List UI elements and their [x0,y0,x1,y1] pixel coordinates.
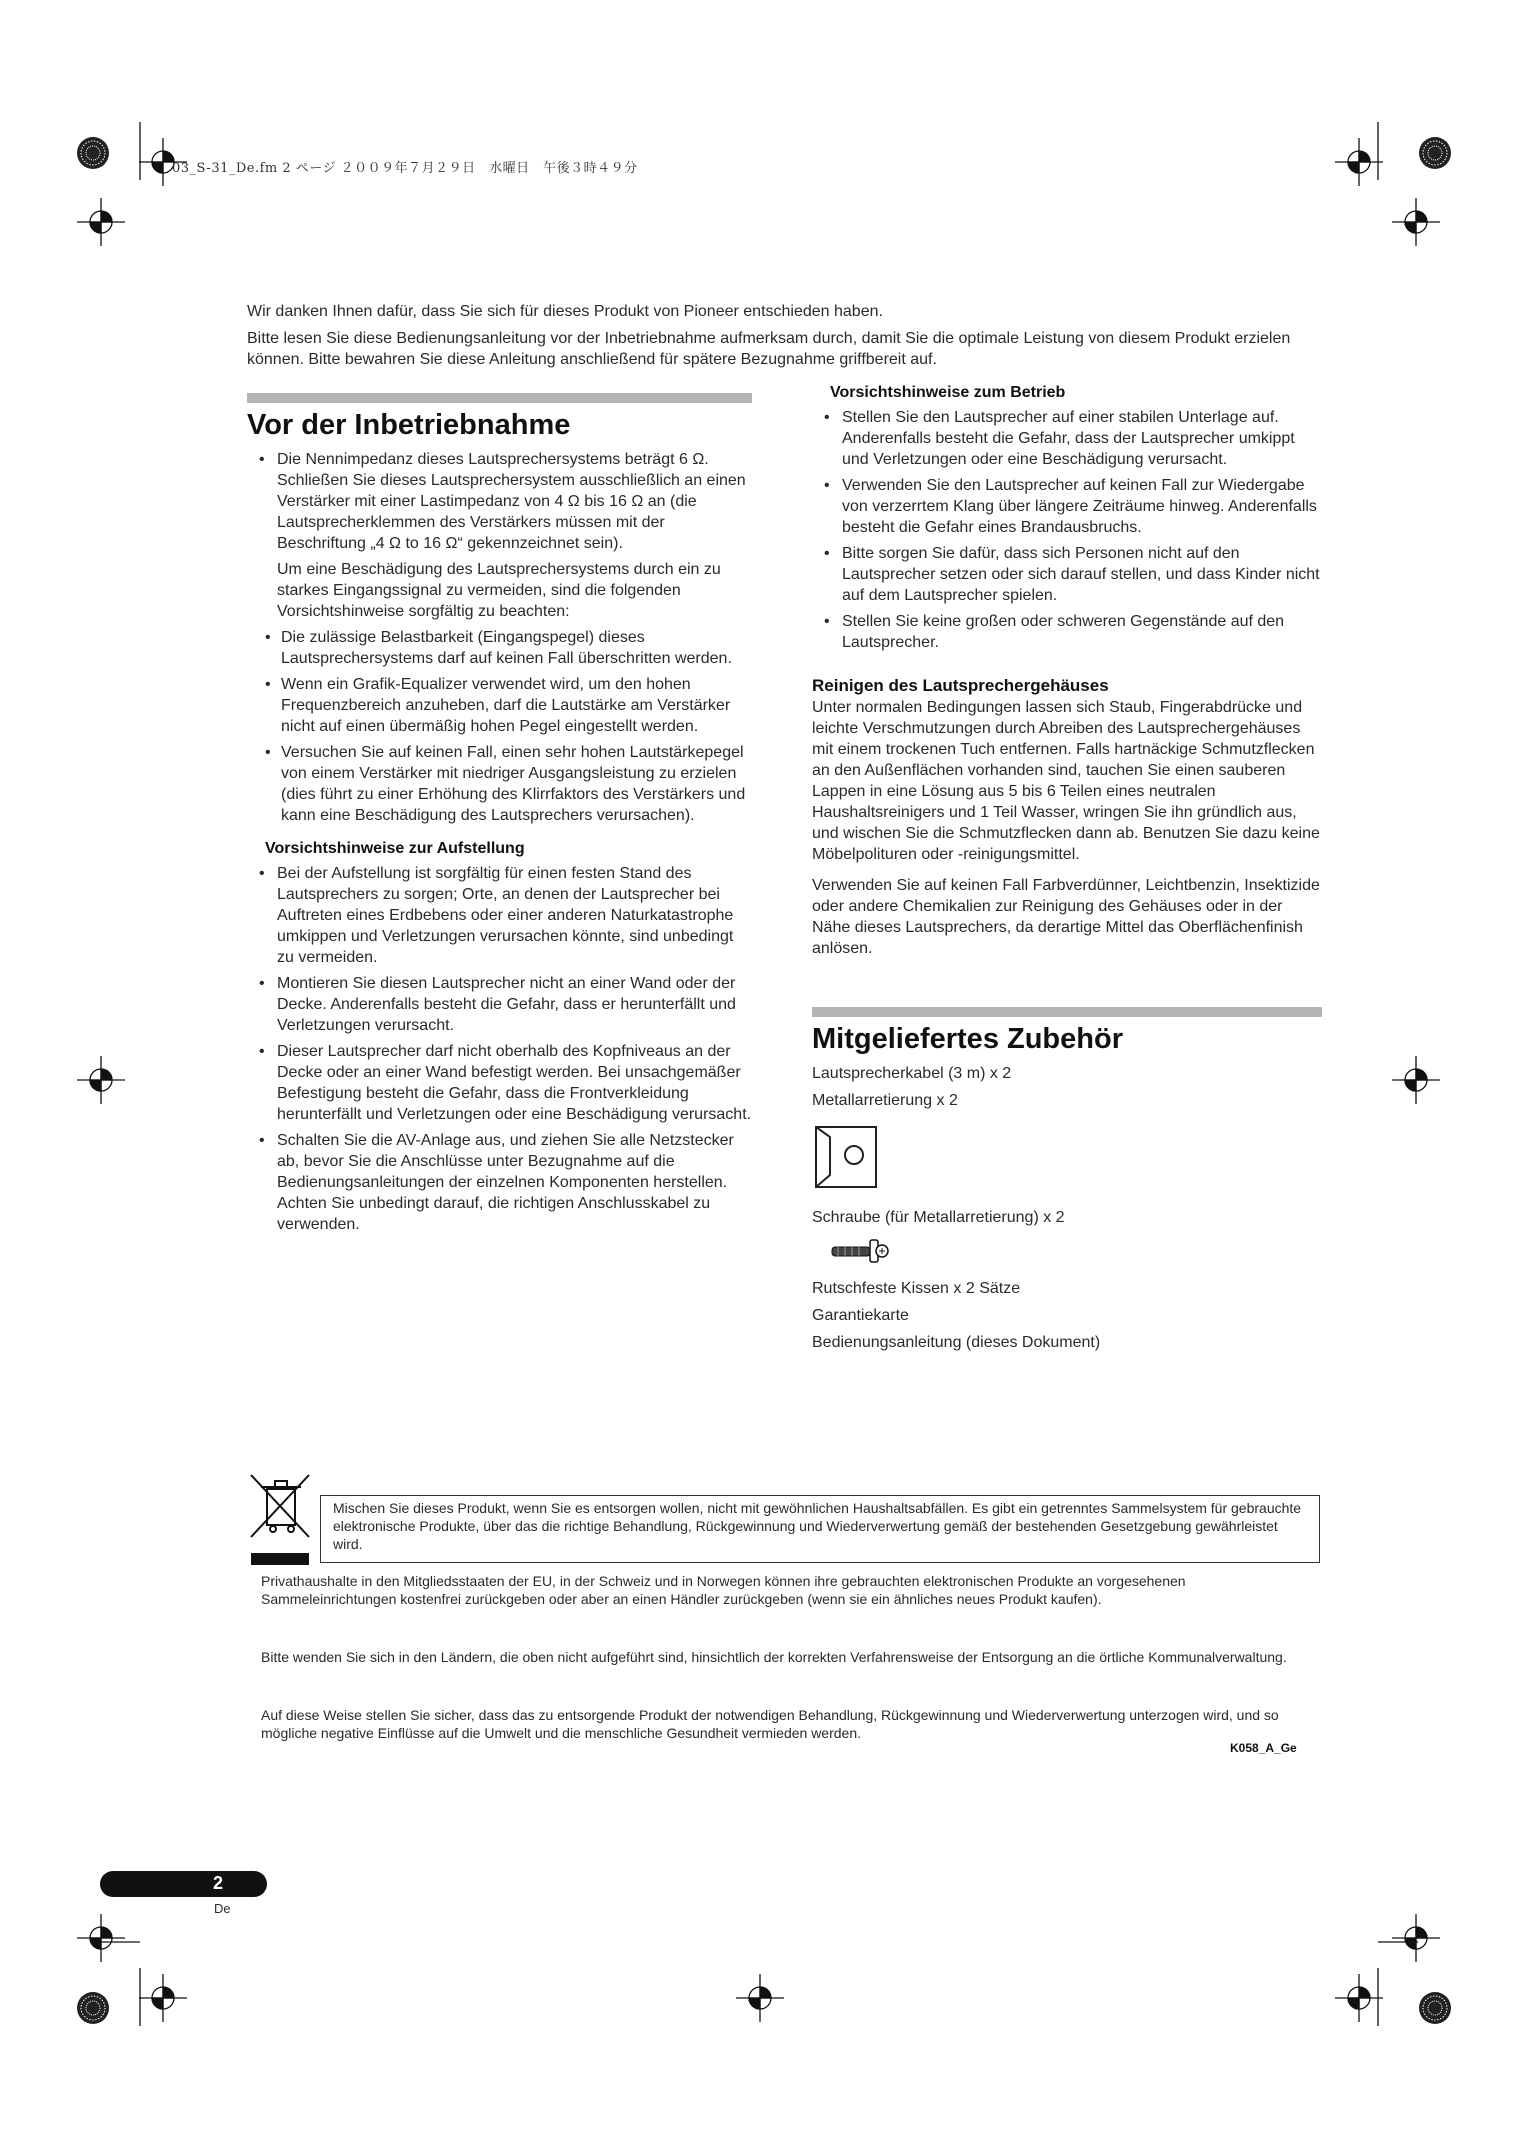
accessory-item: Bedienungsanleitung (dieses Dokument) [812,1334,1101,1351]
section-bar [247,393,752,403]
weee-notice-box: Mischen Sie dieses Produkt, wenn Sie es entsorgen wollen, nicht mit gewöhnlichen Haushaltsabfällen. Es gibt ein getrenntes Sammelsystem für gebrauchte elektronische Produkte, über das die richtige Behandlung, Rückgewinnung und Wiederverwertung gemäß der bestehenden Gesetzgebung gewährleistet wird. [320,1495,1320,1563]
list-item: • Stellen Sie keine großen oder schweren Gegenstände auf den Lautsprecher. [812,611,1322,653]
subheading-setup: Vorsichtshinweise zur Aufstellung [265,840,525,857]
print-header: 03_S-31_De.fm 2 ページ ２００９年７月２９日 水曜日 午後３時４９分 [172,161,638,176]
registration-target-icon [1392,1914,1440,1962]
page-number: 2 [213,1873,224,1893]
intro-thanks: Wir danken Ihnen dafür, dass Sie sich für dieses Produkt von Pioneer entschieden haben. [247,303,883,320]
list-item: • Die Nennimpedanz dieses Lautsprechersystems beträgt 6 Ω. Schließen Sie dieses Lautsprechersystem ausschließlich an einen Verstärker mit einer Lastimpedanz von 4 Ω bis 16 Ω an (die Lautsprecherklemmen des Verstärkers müssen mit der Beschriftung „4 Ω to 16 Ω“ gekennzeichnet sein). [247,449,752,554]
list-item: • Stellen Sie den Lautsprecher auf einer stabilen Unterlage auf. Anderenfalls besteht die Gefahr, dass der Lautsprecher umkippt und Verletzungen oder eine Beschädigung verursacht. [812,407,1322,470]
registration-target-icon [77,1056,125,1104]
left-column [247,393,752,1240]
registration-wheel-icon [1419,1992,1451,2024]
registration-target-icon [77,1914,125,1962]
list-item: • Schalten Sie die AV-Anlage aus, und ziehen Sie alle Netzstecker ab, bevor Sie die Anschlüsse unter Bezugnahme auf die Bedienungsanleitungen der einzelnen Komponenten herstellen. Achten Sie unbedingt darauf, die richtigen Anschlusskabel zu verwenden. [247,1130,752,1235]
page-number-badge [100,1871,267,1897]
document-code: K058_A_Ge [1230,1741,1297,1755]
right-column [812,382,1322,1359]
accessory-item: Garantiekarte [812,1307,909,1324]
registration-target-icon [1335,138,1383,186]
registration-target-icon [1392,1056,1440,1104]
list-item: • Die zulässige Belastbarkeit (Eingangspegel) dieses Lautsprechersystems darf auf keinen Fall überschritten werden. [247,627,752,669]
language-code: De [214,1901,231,1916]
list-item: • Versuchen Sie auf keinen Fall, einen sehr hohen Lautstärkepegel von einem Verstärker mit niedriger Ausgangsleistung zu erzielen (dies führt zu einer Erhöhung des Klirrfaktors des Verstärkers und kann eine Beschädigung des Lautsprechers verursachen). [247,742,752,826]
list-item: • Wenn ein Grafik-Equalizer verwendet wird, um den hohen Frequenzbereich anzuheben, darf die Lautstärke am Verstärker nicht auf einen übermäßig hohen Pegel eingestellt werden. [247,674,752,737]
paragraph: Verwenden Sie auf keinen Fall Farbverdünner, Leichtbenzin, Insektizide oder andere Chemikalien zur Reinigung des Gehäuses oder in der Nähe dieses Lautsprechers, da derartige Mittel das Oberflächenfinish anlösen. [812,877,1320,957]
registration-wheel-icon [77,1992,109,2024]
screw-icon [830,1234,890,1268]
registration-wheel-icon [77,137,109,169]
accessory-item: Metallarretierung x 2 [812,1092,958,1109]
weee-paragraph: Auf diese Weise stellen Sie sicher, dass das zu entsorgende Produkt der notwendigen Behandlung, Rückgewinnung und Wiederverwertung unterzogen wird, und so mögliche negative Einflüsse auf die Umwelt und die menschliche Gesundheit vermieden werden. [261,1707,1279,1741]
intro-read-manual: Bitte lesen Sie diese Bedienungsanleitung vor der Inbetriebnahme aufmerksam durch, damit Sie die optimale Leistung von diesem Produkt erzielen können. Bitte bewahren Sie diese Anleitung anschließend für spätere Bezugnahme griffbereit auf. [247,330,1291,368]
crossed-bin-icon [247,1471,315,1567]
section-title-accessories: Mitgeliefertes Zubehör [812,1023,1123,1055]
registration-target-icon [139,1974,187,2022]
list-item: • Bei der Aufstellung ist sorgfältig für einen festen Stand des Lautsprechers zu sorgen; Orte, an denen der Lautsprecher bei Auftreten eines Erdbebens oder einer anderen Naturkatastrophe umkippen und Verletzungen verursachen könnte, sind unbedingt zu vermeiden. [247,863,752,968]
registration-target-icon [1392,198,1440,246]
subheading-operation: Vorsichtshinweise zum Betrieb [830,384,1066,401]
registration-target-icon [1335,1974,1383,2022]
paragraph: Unter normalen Bedingungen lassen sich Staub, Fingerabdrücke und leichte Verschmutzungen durch Abreiben des Lautsprechergehäuses mit einem trockenen Tuch entfernen. Falls hartnäckige Schmutzflecken an den Außenflächen vorhanden sind, tauchen Sie einen sauberen Lappen in eine Lösung aus 5 bis 6 Teilen eines neutralen Haushaltsreinigers und 1 Teil Wasser, wringen Sie ihn gründlich aus, und wischen Sie die Schmutzflecken dann ab. Benutzen Sie dazu keine Möbelpolituren oder -reinigungsmittel. [812,699,1320,863]
paragraph: Um eine Beschädigung des Lautsprechersystems durch ein zu starkes Eingangssignal zu vermeiden, sind die folgenden Vorsichtshinweise sorgfältig zu beachten: [277,561,721,620]
section-bar [812,1007,1322,1017]
registration-wheel-icon [1419,137,1451,169]
weee-paragraph: Bitte wenden Sie sich in den Ländern, die oben nicht aufgeführt sind, hinsichtlich der korrekten Verfahrensweise der Entsorgung an die örtliche Kommunalverwaltung. [261,1649,1287,1665]
list-item: • Verwenden Sie den Lautsprecher auf keinen Fall zur Wiedergabe von verzerrtem Klang über längere Zeiträume hinweg. Anderenfalls besteht die Gefahr eines Brandausbruchs. [812,475,1322,538]
accessory-item: Lautsprecherkabel (3 m) x 2 [812,1065,1012,1082]
registration-target-icon [77,198,125,246]
list-item: • Montieren Sie diesen Lautsprecher nicht an einer Wand oder der Decke. Anderenfalls besteht die Gefahr, dass er herunterfällt und Verletzungen verursacht. [247,973,752,1036]
registration-target-icon [736,1974,784,2022]
weee-paragraph: Privathaushalte in den Mitgliedsstaaten der EU, in der Schweiz und in Norwegen können ihre gebrauchten elektronischen Produkte an vorgesehenen Sammeleinrichtungen kostenfrei zurückgeben oder aber an einen Händler zurückgeben (wenn sie ein ähnliches neues Produkt kaufen). [261,1573,1186,1607]
list-item: • Bitte sorgen Sie dafür, dass sich Personen nicht auf den Lautsprecher setzen oder sich darauf stellen, und dass Kinder nicht auf dem Lautsprecher spielen. [812,543,1322,606]
accessory-item: Rutschfeste Kissen x 2 Sätze [812,1280,1021,1297]
list-item: • Dieser Lautsprecher darf nicht oberhalb des Kopfniveaus an der Decke oder an einer Wand befestigt werden. Bei unsachgemäßer Befestigung besteht die Gefahr, dass die Frontverkleidung herunterfällt und Verletzungen oder eine Beschädigung verursacht. [247,1041,752,1125]
accessory-item: Schraube (für Metallarretierung) x 2 [812,1209,1065,1226]
metal-bracket-icon [812,1121,882,1193]
section-title-before-use: Vor der Inbetriebnahme [247,409,571,441]
heading-cleaning: Reinigen des Lautsprechergehäuses [812,676,1109,695]
